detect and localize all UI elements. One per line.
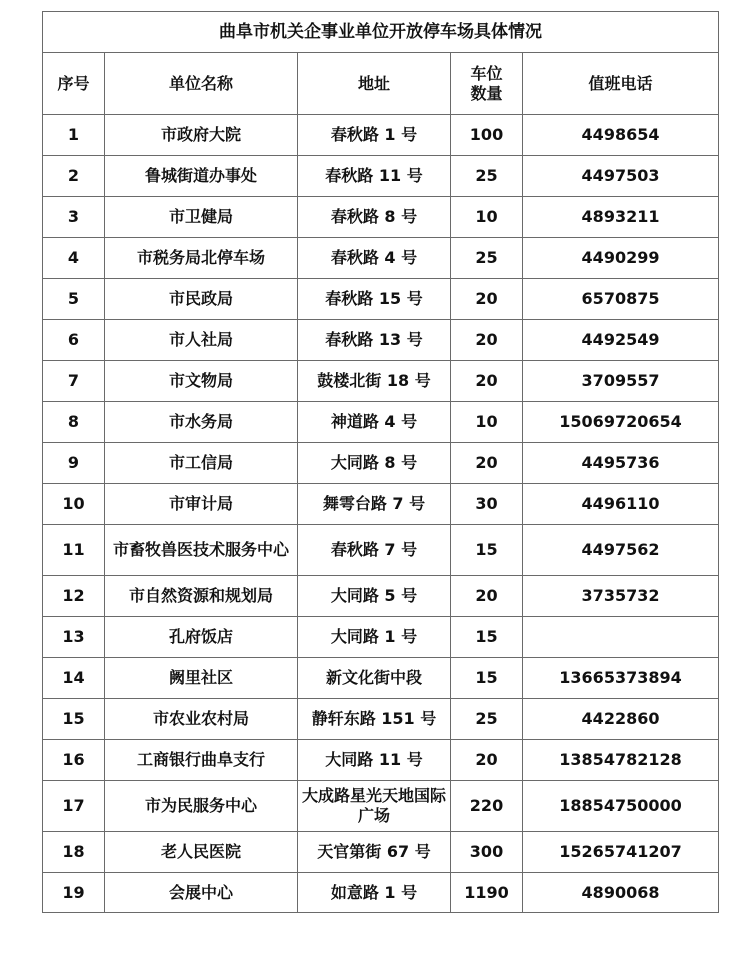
cell-index: 2 bbox=[43, 156, 105, 197]
cell-phone: 18854750000 bbox=[523, 781, 719, 832]
cell-spaces: 25 bbox=[451, 699, 523, 740]
cell-spaces: 25 bbox=[451, 156, 523, 197]
cell-name: 市为民服务中心 bbox=[105, 781, 298, 832]
cell-index: 13 bbox=[43, 617, 105, 658]
cell-phone: 6570875 bbox=[523, 279, 719, 320]
cell-spaces: 10 bbox=[451, 197, 523, 238]
cell-index: 14 bbox=[43, 658, 105, 699]
cell-name: 市水务局 bbox=[105, 402, 298, 443]
cell-address: 鼓楼北街 18 号 bbox=[298, 361, 451, 402]
table-row bbox=[43, 617, 719, 658]
cell-index: 3 bbox=[43, 197, 105, 238]
table-row bbox=[43, 156, 719, 197]
cell-spaces: 300 bbox=[451, 832, 523, 873]
cell-address: 春秋路 1 号 bbox=[298, 115, 451, 156]
cell-name: 市工信局 bbox=[105, 443, 298, 484]
cell-phone: 15265741207 bbox=[523, 832, 719, 873]
header-index: 序号 bbox=[43, 53, 105, 115]
table-row bbox=[43, 238, 719, 279]
cell-phone: 4497503 bbox=[523, 156, 719, 197]
cell-name: 市畜牧兽医技术服务中心 bbox=[105, 525, 298, 576]
cell-phone: 4498654 bbox=[523, 115, 719, 156]
header-phone: 值班电话 bbox=[523, 53, 719, 115]
table-row bbox=[43, 197, 719, 238]
cell-name: 市卫健局 bbox=[105, 197, 298, 238]
cell-name: 市人社局 bbox=[105, 320, 298, 361]
cell-index: 18 bbox=[43, 832, 105, 873]
cell-name: 市审计局 bbox=[105, 484, 298, 525]
cell-index: 15 bbox=[43, 699, 105, 740]
cell-phone: 4490299 bbox=[523, 238, 719, 279]
cell-index: 10 bbox=[43, 484, 105, 525]
cell-name: 市农业农村局 bbox=[105, 699, 298, 740]
cell-spaces: 25 bbox=[451, 238, 523, 279]
cell-address: 天官第街 67 号 bbox=[298, 832, 451, 873]
table-row bbox=[43, 873, 719, 913]
table-row bbox=[43, 658, 719, 699]
cell-index: 1 bbox=[43, 115, 105, 156]
cell-address: 大同路 5 号 bbox=[298, 576, 451, 617]
cell-spaces: 100 bbox=[451, 115, 523, 156]
cell-address: 春秋路 8 号 bbox=[298, 197, 451, 238]
cell-index: 9 bbox=[43, 443, 105, 484]
cell-spaces: 1190 bbox=[451, 873, 523, 913]
cell-name: 鲁城街道办事处 bbox=[105, 156, 298, 197]
cell-address: 大同路 1 号 bbox=[298, 617, 451, 658]
cell-spaces: 15 bbox=[451, 525, 523, 576]
table-row bbox=[43, 525, 719, 576]
cell-name: 市民政局 bbox=[105, 279, 298, 320]
cell-phone bbox=[523, 617, 719, 658]
cell-address: 春秋路 7 号 bbox=[298, 525, 451, 576]
cell-phone: 13665373894 bbox=[523, 658, 719, 699]
cell-index: 12 bbox=[43, 576, 105, 617]
cell-phone: 4496110 bbox=[523, 484, 719, 525]
cell-address: 春秋路 11 号 bbox=[298, 156, 451, 197]
cell-spaces: 20 bbox=[451, 576, 523, 617]
cell-name: 市文物局 bbox=[105, 361, 298, 402]
cell-spaces: 30 bbox=[451, 484, 523, 525]
cell-address: 春秋路 4 号 bbox=[298, 238, 451, 279]
cell-index: 4 bbox=[43, 238, 105, 279]
header-spaces-line1: 车位 bbox=[470, 63, 503, 83]
cell-address: 春秋路 15 号 bbox=[298, 279, 451, 320]
cell-index: 6 bbox=[43, 320, 105, 361]
cell-spaces: 20 bbox=[451, 740, 523, 781]
cell-phone: 4497562 bbox=[523, 525, 719, 576]
cell-address: 春秋路 13 号 bbox=[298, 320, 451, 361]
cell-phone: 13854782128 bbox=[523, 740, 719, 781]
cell-phone: 15069720654 bbox=[523, 402, 719, 443]
cell-spaces: 220 bbox=[451, 781, 523, 832]
cell-name: 阙里社区 bbox=[105, 658, 298, 699]
table-row bbox=[43, 832, 719, 873]
cell-name: 市自然资源和规划局 bbox=[105, 576, 298, 617]
table-row bbox=[43, 443, 719, 484]
cell-spaces: 20 bbox=[451, 361, 523, 402]
cell-address: 大同路 11 号 bbox=[298, 740, 451, 781]
header-address: 地址 bbox=[298, 53, 451, 115]
cell-address: 新文化街中段 bbox=[298, 658, 451, 699]
cell-name: 工商银行曲阜支行 bbox=[105, 740, 298, 781]
cell-spaces: 15 bbox=[451, 617, 523, 658]
parking-lots-table bbox=[42, 11, 719, 913]
cell-phone: 4893211 bbox=[523, 197, 719, 238]
header-row bbox=[43, 53, 719, 115]
header-name: 单位名称 bbox=[105, 53, 298, 115]
cell-name: 会展中心 bbox=[105, 873, 298, 913]
cell-phone: 4495736 bbox=[523, 443, 719, 484]
cell-address: 大同路 8 号 bbox=[298, 443, 451, 484]
cell-index: 8 bbox=[43, 402, 105, 443]
cell-name: 老人民医院 bbox=[105, 832, 298, 873]
cell-index: 17 bbox=[43, 781, 105, 832]
cell-spaces: 20 bbox=[451, 320, 523, 361]
table-row bbox=[43, 361, 719, 402]
cell-address: 神道路 4 号 bbox=[298, 402, 451, 443]
table-row bbox=[43, 484, 719, 525]
table-row bbox=[43, 699, 719, 740]
cell-index: 19 bbox=[43, 873, 105, 913]
cell-address: 舞雩台路 7 号 bbox=[298, 484, 451, 525]
table-row bbox=[43, 320, 719, 361]
table-title-row bbox=[43, 12, 719, 53]
table-title: 曲阜市机关企事业单位开放停车场具体情况 bbox=[43, 12, 719, 53]
cell-index: 7 bbox=[43, 361, 105, 402]
table-row bbox=[43, 576, 719, 617]
cell-name: 市税务局北停车场 bbox=[105, 238, 298, 279]
cell-index: 16 bbox=[43, 740, 105, 781]
table-row bbox=[43, 279, 719, 320]
cell-index: 5 bbox=[43, 279, 105, 320]
cell-name: 市政府大院 bbox=[105, 115, 298, 156]
table-row bbox=[43, 115, 719, 156]
cell-address: 大成路星光天地国际广场 bbox=[298, 781, 451, 832]
cell-spaces: 10 bbox=[451, 402, 523, 443]
cell-index: 11 bbox=[43, 525, 105, 576]
cell-name: 孔府饭店 bbox=[105, 617, 298, 658]
table-row bbox=[43, 402, 719, 443]
cell-phone: 4890068 bbox=[523, 873, 719, 913]
header-spaces bbox=[451, 53, 523, 115]
cell-phone: 4422860 bbox=[523, 699, 719, 740]
table-row bbox=[43, 740, 719, 781]
cell-spaces: 20 bbox=[451, 443, 523, 484]
header-spaces-line2: 数量 bbox=[470, 83, 503, 103]
cell-address: 如意路 1 号 bbox=[298, 873, 451, 913]
cell-spaces: 20 bbox=[451, 279, 523, 320]
cell-spaces: 15 bbox=[451, 658, 523, 699]
table-row bbox=[43, 781, 719, 832]
cell-address: 静轩东路 151 号 bbox=[298, 699, 451, 740]
cell-phone: 4492549 bbox=[523, 320, 719, 361]
cell-phone: 3735732 bbox=[523, 576, 719, 617]
cell-phone: 3709557 bbox=[523, 361, 719, 402]
